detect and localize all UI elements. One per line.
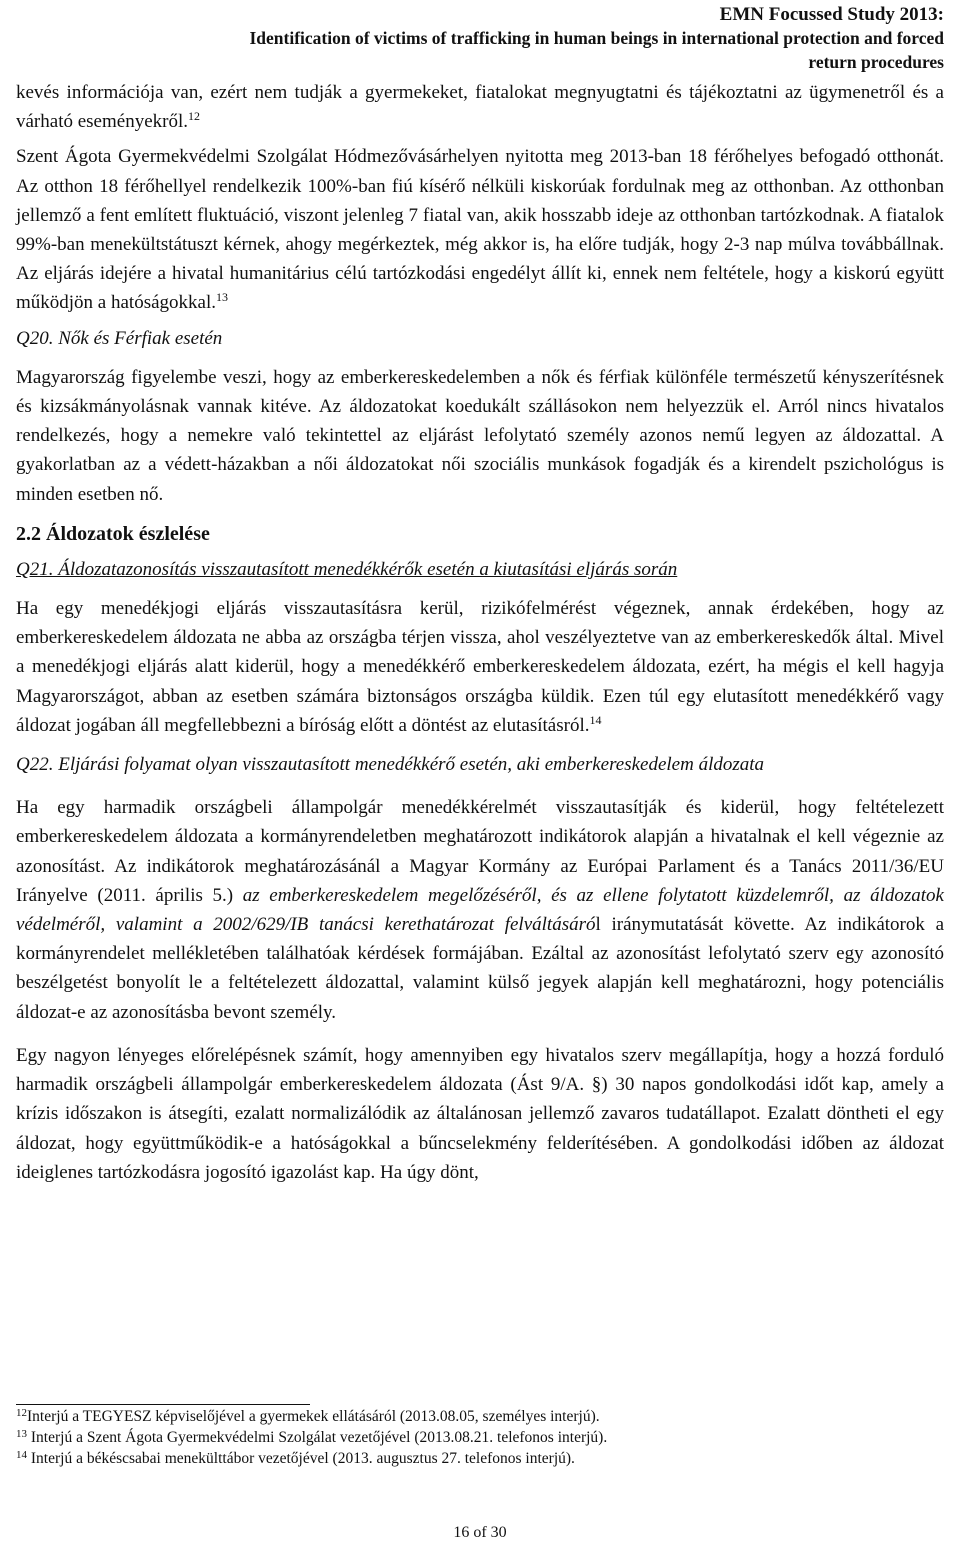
paragraph-6: Egy nagyon lényeges előrelépésnek számít, hogy amennyiben egy hivatalos szerv megállapítja, hogy a hozzá forduló harmadik országbeli állampolgár emberkereskedelem áldozata (Ást 9/A. §) 30 napos gondolkodási időt kap, amely a krízis időszakon is átsegíti, ezalatt normalizálódik az általánosan jellemző zavaros tudatállapot. Ezalatt döntheti el egy áldozat, hogy együttműködik-e a hatóságokkal a bűncselekmény felderítésében. A gondolkodási időben az áldozat ideiglenes tartózkodásra jogosító igazolást kap. Ha úgy dönt,	[16, 1044, 944, 1183]
question-q21-heading: Q21. Áldozatazonosítás visszautasított menedékkérők esetén a kiutasítási eljárás során	[16, 558, 678, 580]
header-subtitle-line1: Identification of victims of trafficking in human beings in international protection and forced	[249, 28, 944, 48]
footnote-ref-14: 14	[589, 712, 602, 727]
question-q20-heading: Q20. Nők és Férfiak esetén	[16, 327, 223, 349]
header-subtitle-line2: return procedures	[808, 52, 944, 72]
page-number: 16 of 30	[453, 1524, 507, 1541]
paragraph-4: Ha egy menedékjogi eljárás visszautasításra kerül, rizikófelmérést végeznek, annak érdekében, hogy az emberkereskedelem áldozata ne abba az országba térjen vissza, ahol veszélyeztetve van az emberkereskedők által. Mivel a menedékjogi eljárás alatt kiderül, hogy a menedékkérő emberkereskedelem áldozata, ezért, ha mégis el kell hagyja Magyarországot, abban az esetben számára biztonságos országba küldik. Ezen túl egy elutasított menedékkérő vagy áldozat jogában áll megfellebbezni a bíróság előtt a döntést az elutasításról.$^{14}$	[16, 598, 944, 736]
paragraph-2: Szent Ágota Gyermekvédelmi Szolgálat Hódmezővásárhelyen nyitotta meg 2013-ban 18 férőhelyes befogadó otthonát. Az otthon 18 férőhellyel rendelkezik 100%-ban fiú kísérő nélküli kiskorúak fordulnak meg az otthonban. Az otthonban jellemző a fent említett fluktuáció, viszont jelenleg 7 fiatal van, akik hosszabb ideje az otthonban tartózkodnak. A fiatalok 99%-ban menekültstátuszt kérnek, ahogy megérkeztek, még akkor is, ha előre tudják, hogy 2-3 nap múlva továbbállnak. Az eljárás idejére a hivatal humanitárius célú tartózkodási engedélyt állít ki, ennek nem feltétele, hogy a kiskorú együtt működjön a hatóságokkal.$^{13}$	[16, 146, 944, 314]
footnote-13: $^{13}$ Interjú a Szent Ágota Gyermekvédelmi Szolgálat vezetőjével (2013.08.21. telefonos interjú).	[16, 1428, 608, 1446]
directive-title-italic: az emberkereskedelem megelőzéséről, és az ellene folytatott küzdelemről, az áldozatok védelméről, valamint a 2002/629/IB tanácsi kerethatározat felváltásáró	[16, 884, 944, 936]
paragraph-5: Ha egy harmadik országbeli állampolgár menedékkérelmét visszautasítják és kiderül, hogy feltételezett emberkereskedelem áldozata a kormányrendeletben meghatározott indikátorok alapján a hivatalnak el kell végeznie az azonosítást. Az indikátorok meghatározásánál a Magyar Kormány az Európai Parlament és a Tanács 2011/36/EU Irányelve (2011. április 5.) az emberkereskedelem megelőzéséről, és az ellene folytatott küzdelemről, az áldozatok védelméről, valamint a 2002/629/IB tanácsi kerethatározat felváltásáról iránymutatását követte. Az indikátorok a kormányrendelet mellékletében találhatóak kérdések formájában. Ezáltal az azonosítást lefolytató szerv egy azonosító beszélgetést bonyolít le a feltételezett áldozattal, valamint külső jegyek alapján kell meghatározni, hogy potenciális áldozat-e az azonosításba bevont személy.	[16, 797, 945, 1023]
footnote-separator	[16, 1404, 310, 1405]
page-header	[14, 4, 944, 74]
question-q22-heading: Q22. Eljárási folyamat olyan visszautasított menedékkérő esetén, aki emberkereskedelem áldozata	[16, 754, 765, 776]
document-body	[16, 78, 944, 1187]
footnote-14: $^{14}$ Interjú a békéscsabai menekülttábor vezetőjével (2013. augusztus 27. telefonos interjú).	[16, 1449, 575, 1467]
footnote-ref-12: 12	[187, 109, 200, 124]
footnote-12: $^{12}$Interjú a TEGYESZ képviselőjével a gyermekek ellátásáról (2013.08.05, személyes interjú).	[16, 1407, 600, 1425]
section-heading: 2.2 Áldozatok észlelése	[16, 522, 210, 545]
header-study-title: EMN Focussed Study 2013:	[719, 4, 944, 25]
paragraph-1: kevés információja van, ezért nem tudják a gyermekeket, fiatalokat megnyugtatni és tájékoztatni az ügymenetről és a várható eseményekről.$^{12}$	[16, 82, 944, 133]
footnote-ref-13: 13	[216, 290, 228, 305]
footnotes	[16, 1406, 944, 1469]
paragraph-3: Magyarország figyelembe veszi, hogy az emberkereskedelemben a nők és férfiak különféle természetű kényszerítésnek és kizsákmányolásnak vannak kitéve. Az áldozatokat koedukált szállásokon nem helyezzük el. Arról nincs hivatalos rendelkezés, hogy a nemekre való tekintettel az eljárást lefolytató személy azonos nemű legyen az áldozattal. A gyakorlatban az a védett-házakban a női áldozatokat női szociális munkások fogadják és a kirendelt pszichológus is minden esetben nő.	[16, 366, 944, 505]
